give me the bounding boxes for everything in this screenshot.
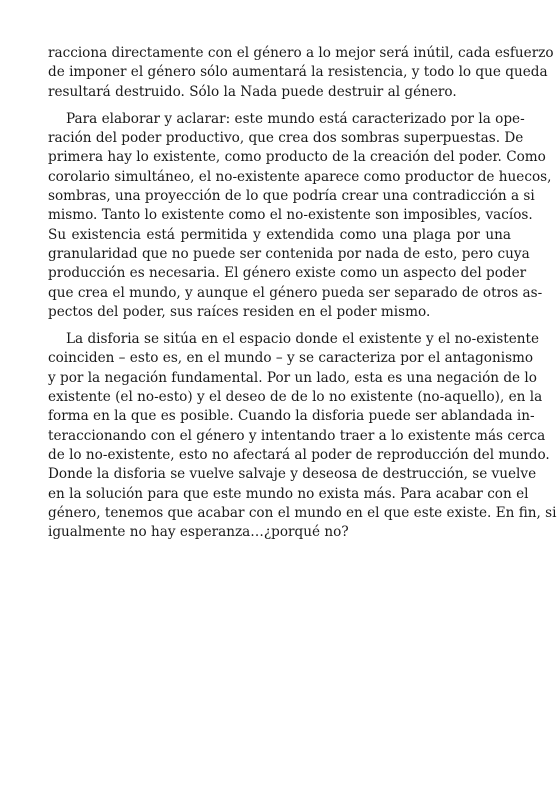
- text-line: Para elaborar y aclarar: este mundo está caracterizado por la ope-: [66, 110, 525, 127]
- text-line: corolario simultáneo, el no-existente aparece como productor de huecos,: [48, 168, 552, 185]
- paragraph-list: [48, 44, 557, 542]
- text-line: Su existencia está permitida y extendida como una plaga por una: [48, 226, 511, 243]
- text-line: resultará destruido. Sólo la Nada puede destruir al género.: [48, 83, 457, 100]
- text-line: existente (el no-esto) y el deseo de de lo no existente (no-aquello), en la: [48, 389, 543, 406]
- text-line: igualmente no hay esperanza…¿porqué no?: [48, 524, 349, 541]
- paragraph: [48, 110, 552, 322]
- text-line: pectos del poder, sus raíces residen en el poder mismo.: [48, 303, 431, 320]
- document-page: [48, 44, 557, 550]
- paragraph: [48, 44, 554, 102]
- text-line: granularidad que no puede ser contenida por nada de esto, pero cuya: [48, 245, 530, 262]
- text-line: forma en la que es posible. Cuando la disforia puede ser ablandada in-: [48, 408, 535, 425]
- text-line: La disforia se sitúa en el espacio donde el existente y el no-existente: [66, 331, 540, 348]
- text-line: mismo. Tanto lo existente como el no-existente son imposibles, vacíos.: [48, 207, 533, 224]
- text-line: primera hay lo existente, como producto de la creación del poder. Como: [48, 149, 546, 166]
- paragraph: [48, 330, 557, 542]
- text-line: racciona directamente con el género a lo mejor será inútil, cada esfuerzo: [48, 45, 554, 61]
- text-line: en la solución para que este mundo no exista más. Para acabar con el: [48, 485, 529, 502]
- text-line: que crea el mundo, y aunque el género pueda ser separado de otros as-: [48, 284, 543, 301]
- text-line: de imponer el género sólo aumentará la resistencia, y todo lo que queda: [48, 64, 548, 81]
- text-line: Donde la disforia se vuelve salvaje y deseosa de destrucción, se vuelve: [48, 466, 537, 483]
- text-line: teraccionando con el género y intentando traer a lo existente más cerca: [48, 427, 546, 444]
- text-line: de lo no-existente, esto no afectará al poder de reproducción del mundo.: [48, 446, 550, 463]
- text-line: y por la negación fundamental. Por un lado, esta es una negación de lo: [48, 369, 537, 386]
- text-line: coinciden – esto es, en el mundo – y se caracteriza por el antagonismo: [48, 350, 534, 367]
- text-line: ración del poder productivo, que crea dos sombras superpuestas. De: [48, 130, 524, 147]
- text-line: producción es necesaria. El género existe como un aspecto del poder: [48, 265, 527, 282]
- text-line: sombras, una proyección de lo que podría crear una contradicción a si: [48, 188, 535, 205]
- text-line: género, tenemos que acabar con el mundo en el que este existe. En fin, si: [48, 504, 557, 521]
